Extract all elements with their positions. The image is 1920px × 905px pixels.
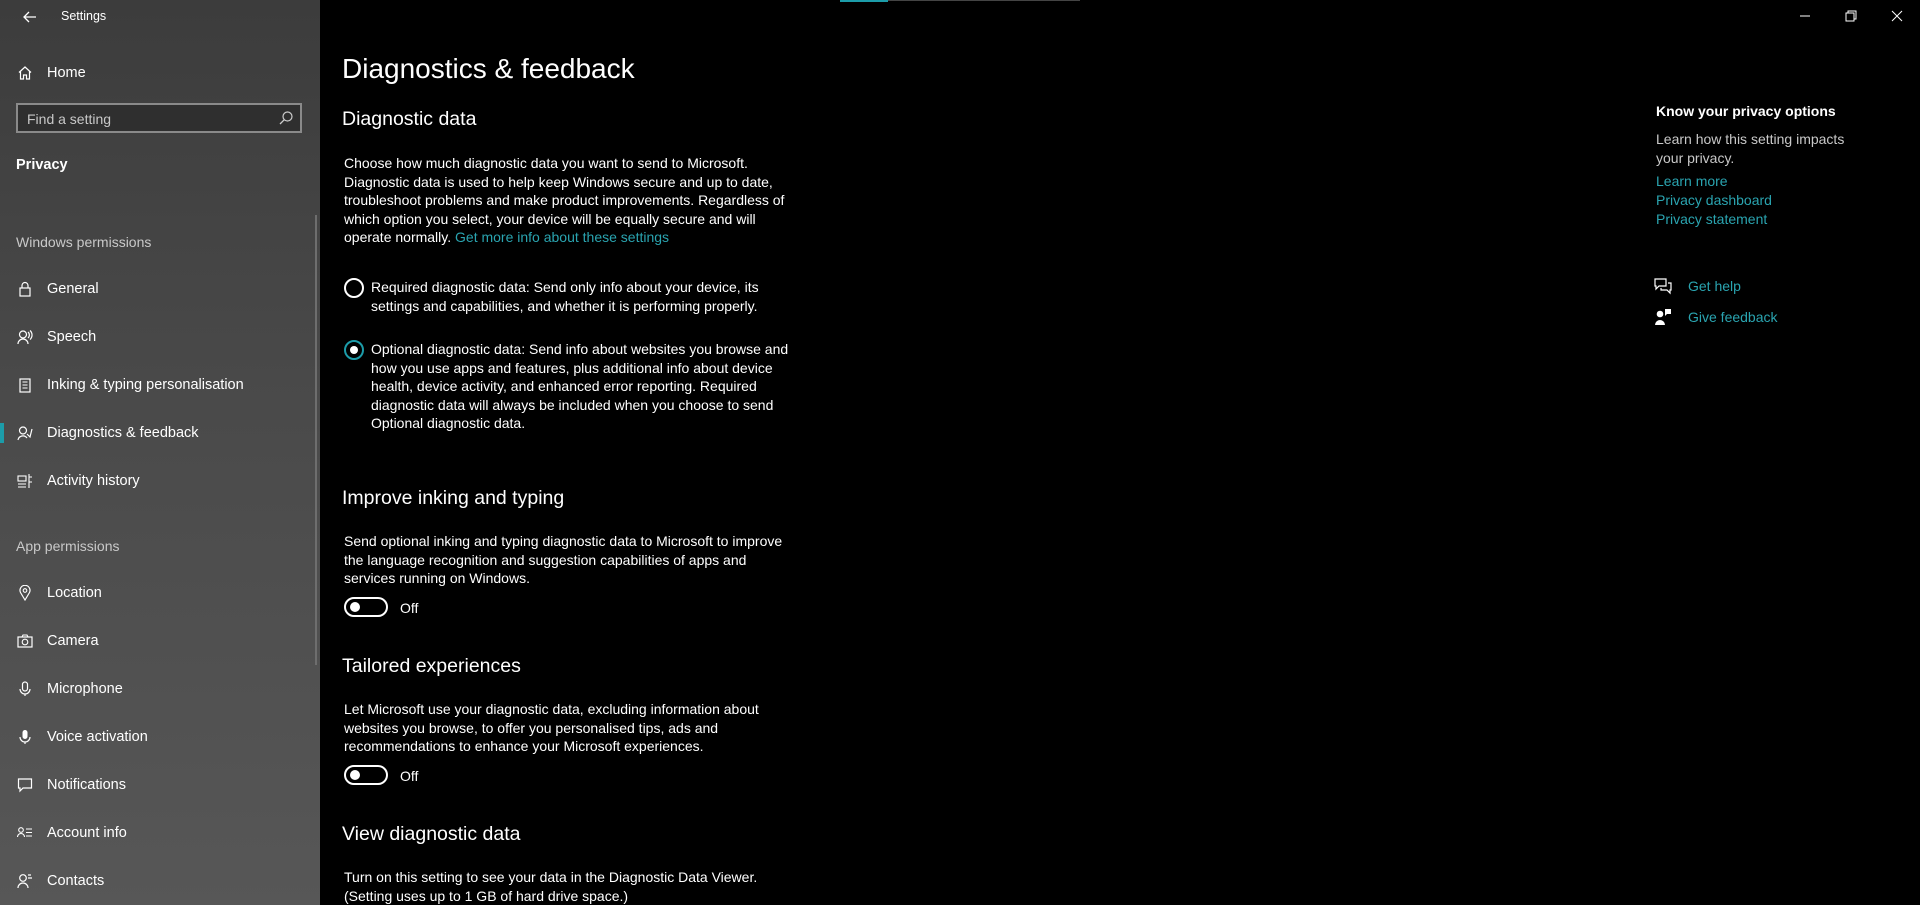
back-button[interactable]	[16, 6, 44, 28]
get-help-label: Get help	[1688, 278, 1741, 294]
viewer-description: Turn on this setting to see your data in the Diagnostic Data Viewer. (Setting uses up to 1 GB of hard drive space.)	[344, 869, 758, 904]
sidebar-item-label: Location	[47, 585, 102, 601]
privacy-options-text: Learn how this setting impacts your privacy.	[1656, 131, 1845, 166]
inking-description: Send optional inking and typing diagnostic data to Microsoft to improve the language recognition and suggestion capabilities of apps and services running on Windows.	[344, 533, 783, 587]
group-heading-app-permissions: App permissions	[16, 538, 120, 554]
account-info-icon	[15, 823, 35, 843]
close-button[interactable]	[1874, 0, 1920, 32]
sidebar-item-microphone[interactable]	[0, 667, 316, 711]
learn-more-link[interactable]: Learn more	[1656, 173, 1728, 189]
sidebar-item-label: Contacts	[47, 873, 105, 889]
search-input[interactable]	[27, 109, 267, 129]
page-title: Diagnostics & feedback	[342, 53, 635, 84]
give-feedback-label: Give feedback	[1688, 309, 1778, 325]
sidebar-item-account-info[interactable]	[0, 811, 316, 855]
back-arrow-icon	[23, 11, 37, 23]
home-icon	[15, 63, 35, 83]
give-feedback-icon	[1654, 308, 1672, 326]
activity-icon	[15, 471, 35, 491]
restore-icon	[1845, 10, 1857, 22]
sidebar-item-activity-history[interactable]	[0, 459, 316, 503]
section-heading-view-diagnostic-data: View diagnostic data	[342, 823, 521, 845]
sidebar-item-label: Notifications	[47, 777, 126, 793]
tailored-description: Let Microsoft use your diagnostic data, excluding information about websites you browse, to offer you personalised tips, ads and recommendations to enhance your Microsoft experiences.	[344, 701, 759, 755]
minimize-button[interactable]	[1782, 0, 1828, 32]
sidebar-item-label: Speech	[47, 329, 97, 345]
location-icon	[15, 583, 35, 603]
tailored-toggle-state: Off	[400, 768, 419, 784]
diagnostics-icon	[15, 423, 35, 443]
sidebar-item-label: Microphone	[47, 681, 123, 697]
sidebar-item-diagnostics-feedback[interactable]	[0, 411, 316, 455]
close-icon	[1891, 10, 1903, 22]
sidebar-item-camera[interactable]	[0, 619, 316, 663]
radio-optional[interactable]	[344, 340, 364, 360]
search-box	[16, 103, 302, 133]
inking-toggle-state: Off	[400, 600, 419, 616]
contacts-icon	[15, 871, 35, 891]
section-heading-tailored: Tailored experiences	[342, 655, 521, 677]
privacy-options-title: Know your privacy options	[1656, 103, 1836, 119]
speech-icon	[15, 327, 35, 347]
sidebar-item-label: Account info	[47, 825, 127, 841]
group-heading-windows-permissions: Windows permissions	[16, 234, 152, 250]
microphone-icon	[15, 679, 35, 699]
minimize-icon	[1799, 10, 1811, 22]
description-text: Choose how much diagnostic data you want to send to Microsoft. Diagnostic data is used to help keep Windows secure and up to date, troubleshoot problems and make product improvements. Regardless of which option you select, your device will be equally secure and will operate normally.	[344, 155, 785, 246]
diagnostic-data-description	[344, 154, 794, 247]
voice-activation-icon	[15, 727, 35, 747]
camera-icon	[15, 631, 35, 651]
section-heading-diagnostic-data: Diagnostic data	[342, 108, 477, 130]
sidebar-item-contacts[interactable]	[0, 859, 316, 903]
category-title: Privacy	[16, 157, 68, 173]
app-title: Settings	[61, 9, 107, 23]
sidebar-item-label: General	[47, 281, 99, 297]
sidebar-item-label: Camera	[47, 633, 99, 649]
radio-required[interactable]	[344, 278, 364, 298]
clipboard-icon	[15, 375, 35, 395]
sidebar-item-location[interactable]	[0, 571, 316, 615]
progress-indicator	[840, 0, 1080, 1]
sidebar-item-general[interactable]	[0, 267, 316, 311]
more-info-link[interactable]: Get more info about these settings	[455, 229, 670, 246]
sidebar-item-label: Activity history	[47, 473, 140, 489]
tailored-toggle[interactable]	[344, 765, 388, 785]
notifications-icon	[15, 775, 35, 795]
get-help-icon	[1654, 277, 1672, 295]
privacy-statement-link[interactable]: Privacy statement	[1656, 211, 1768, 227]
sidebar-item-inking-typing[interactable]	[0, 363, 316, 407]
sidebar-item-label: Home	[47, 65, 86, 81]
sidebar-item-notifications[interactable]	[0, 763, 316, 807]
sidebar-item-voice-activation[interactable]	[0, 715, 316, 759]
sidebar-item-speech[interactable]	[0, 315, 316, 359]
sidebar-item-label: Diagnostics & feedback	[47, 425, 199, 441]
sidebar-item-label: Inking & typing personalisation	[47, 377, 244, 393]
radio-required-label: Required diagnostic data: Send only info about your device, its settings and capabilities, and whether it is performing properly.	[371, 279, 759, 314]
section-heading-inking: Improve inking and typing	[342, 487, 565, 509]
search-icon[interactable]	[278, 110, 294, 126]
restore-button[interactable]	[1828, 0, 1874, 32]
privacy-dashboard-link[interactable]: Privacy dashboard	[1656, 192, 1772, 208]
sidebar-item-label: Voice activation	[47, 729, 148, 745]
sidebar-item-home[interactable]	[0, 51, 316, 95]
lock-icon	[15, 279, 35, 299]
inking-toggle[interactable]	[344, 597, 388, 617]
sidebar	[0, 0, 320, 905]
sidebar-scrollbar[interactable]	[315, 215, 317, 665]
window-controls	[1782, 0, 1920, 32]
radio-optional-label: Optional diagnostic data: Send info about websites you browse and how you use apps and features, plus additional info about device health, device activity, and enhanced error reporting. Required diagnostic data will always be included when you choose to send Optional diagnostic data.	[371, 341, 789, 432]
